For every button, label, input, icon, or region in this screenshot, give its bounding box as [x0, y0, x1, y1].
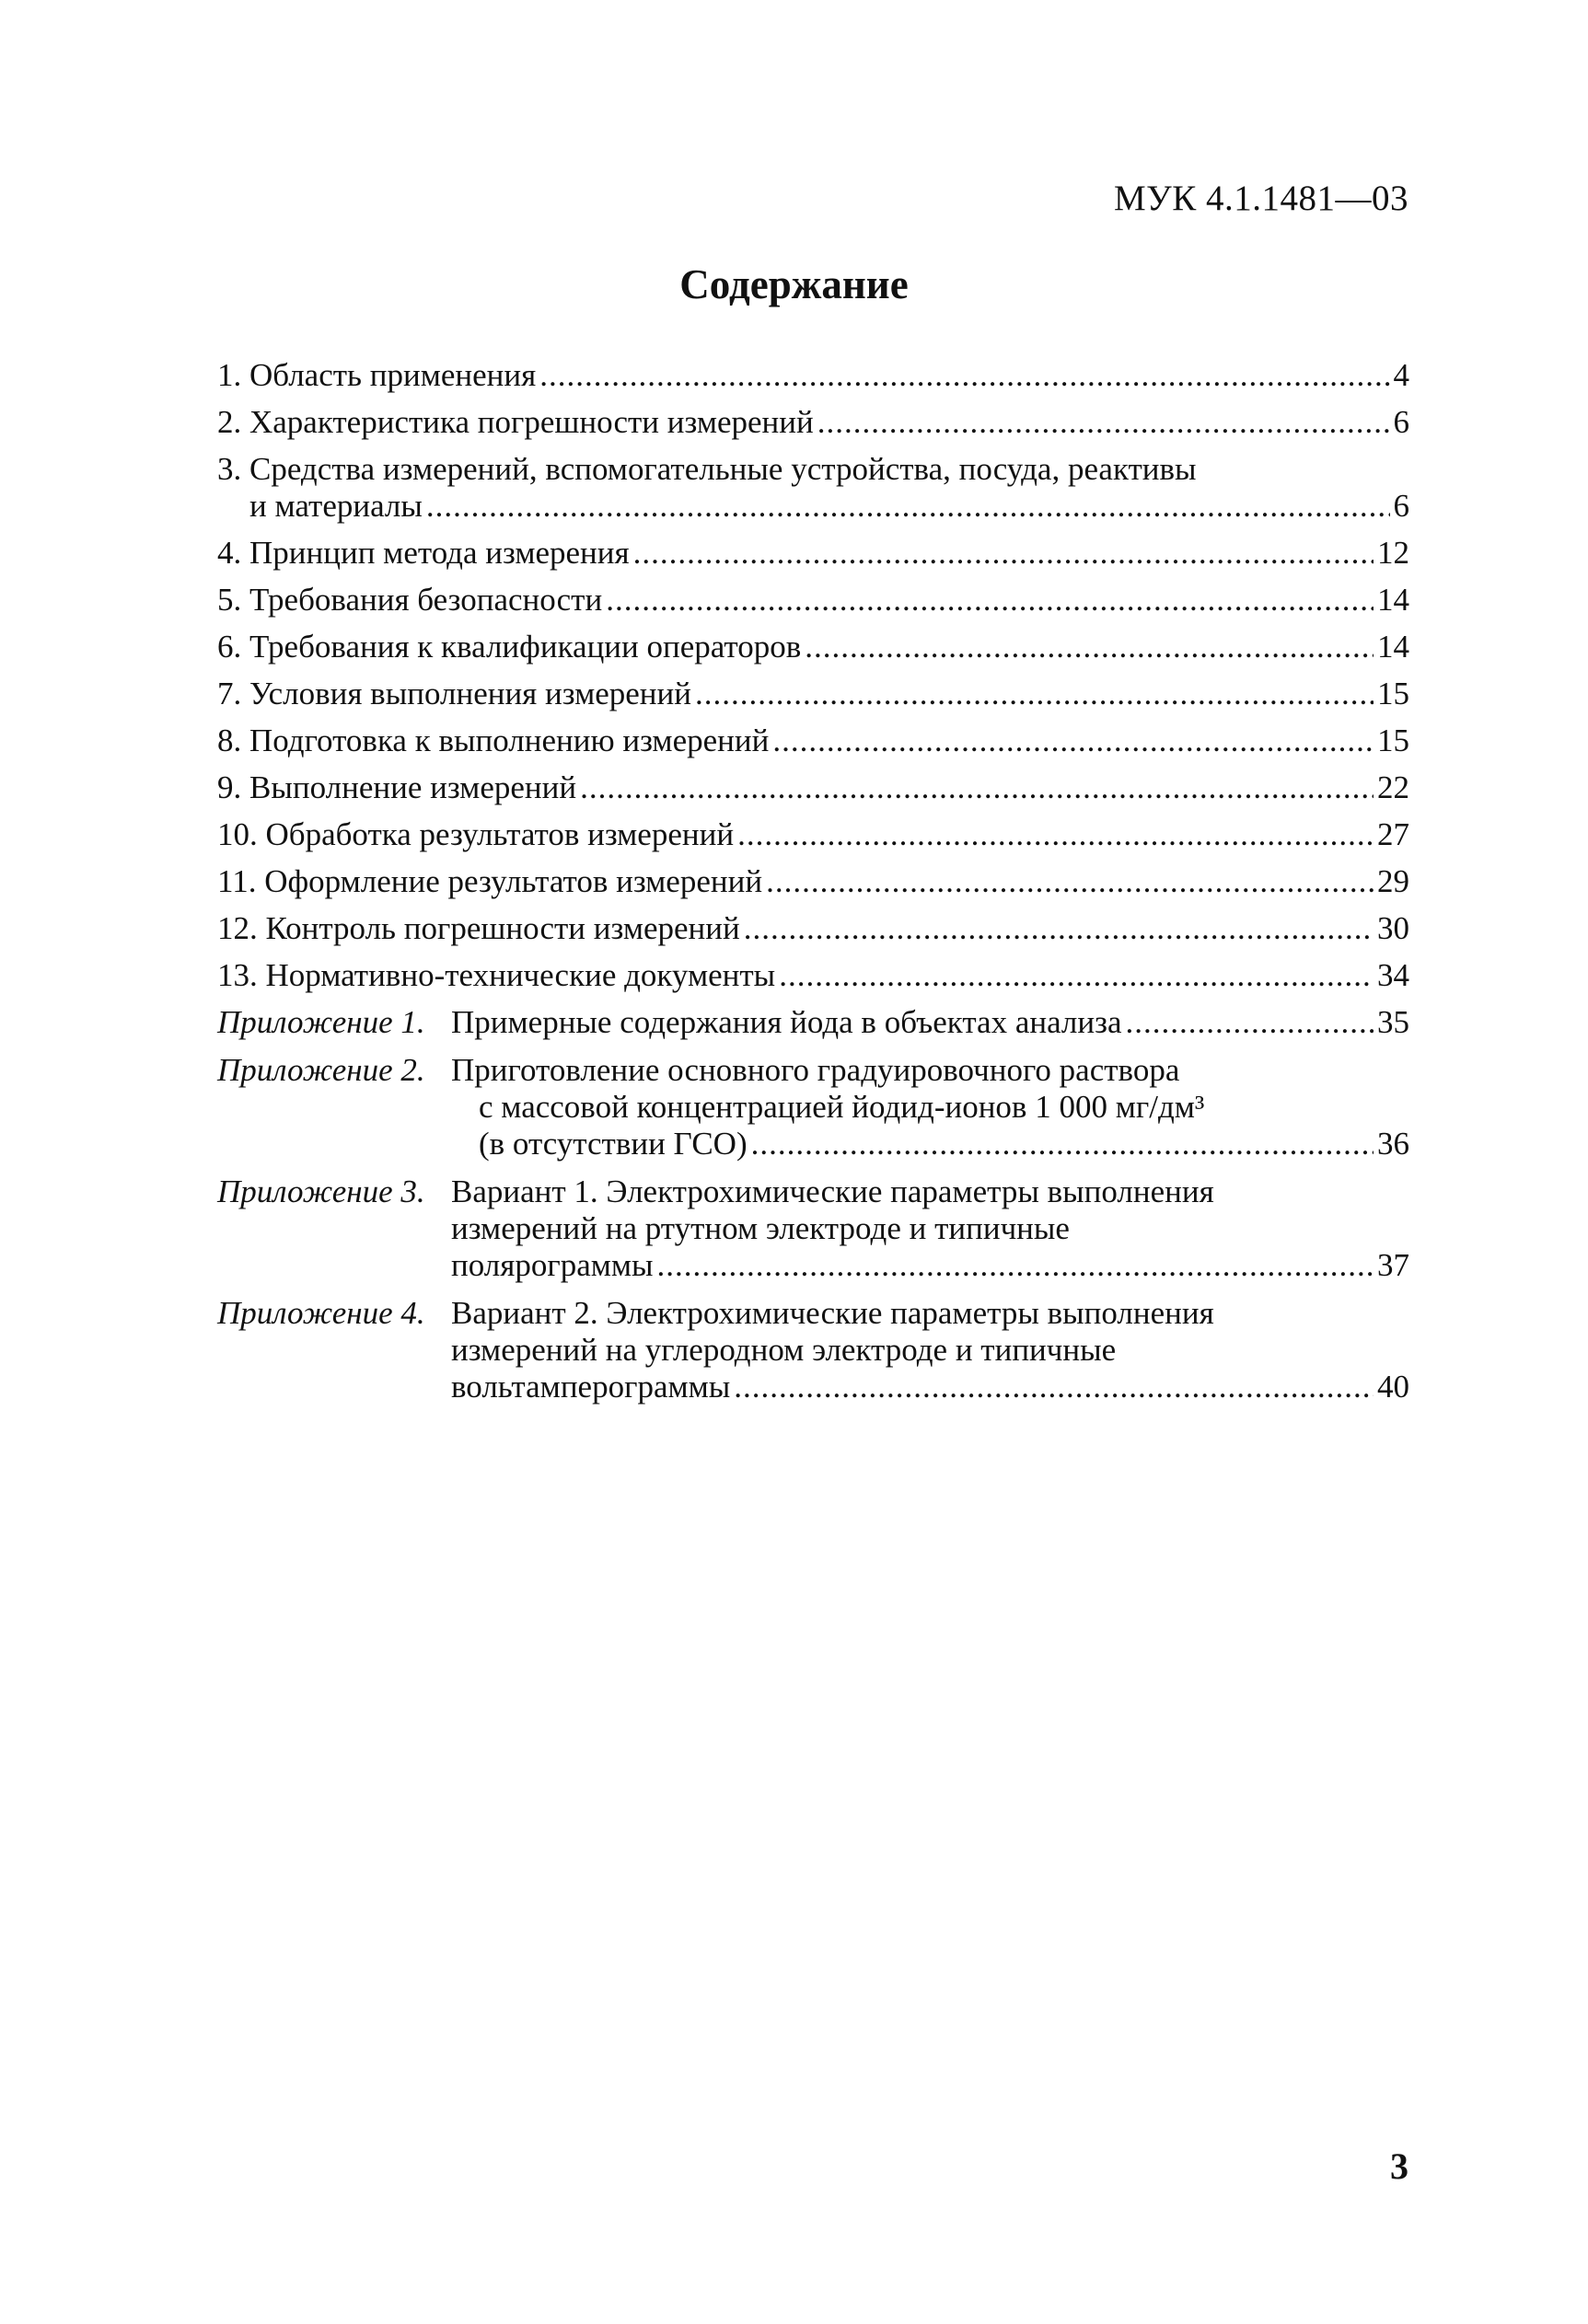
- toc-entry-title-line: Вариант 2. Электрохимические параметры выполнения: [451, 1295, 1214, 1331]
- toc-entry-12[interactable]: [217, 910, 1409, 947]
- toc-entry-title: Примерные содержания йода в объектах анализа: [451, 1004, 1122, 1040]
- dot-leader: [426, 488, 1390, 525]
- toc-entry-title: Область применения: [249, 357, 537, 393]
- dot-leader: [657, 1247, 1374, 1284]
- dot-leader: [751, 1126, 1374, 1162]
- toc-entry-title: Обработка результатов измерений: [265, 816, 735, 852]
- dot-leader: [633, 535, 1374, 572]
- appendix-label: Приложение 2.: [217, 1052, 425, 1088]
- toc-entry-number: 1.: [217, 357, 249, 393]
- table-of-contents: [217, 357, 1409, 1405]
- toc-appendix-1[interactable]: [217, 1004, 1409, 1041]
- toc-entry-page: 12: [1377, 535, 1409, 571]
- toc-entry-title: Подготовка к выполнению измерений: [249, 723, 770, 758]
- toc-entry-page: 15: [1377, 676, 1409, 711]
- toc-entry-number: 7.: [217, 676, 249, 711]
- toc-entry-title: Требования к квалификации операторов: [249, 629, 802, 665]
- toc-entry-title: (в отсутствии ГСО): [479, 1126, 748, 1162]
- toc-entry-page: 6: [1393, 404, 1409, 440]
- toc-entry-3[interactable]: [217, 451, 1409, 525]
- toc-entry-title: Выполнение измерений: [249, 769, 577, 805]
- toc-entry-number: 2.: [217, 404, 249, 440]
- dot-leader: [779, 957, 1374, 994]
- toc-entry-page: 15: [1377, 723, 1409, 758]
- toc-entry-page: 22: [1377, 769, 1409, 805]
- toc-entry-page: 27: [1377, 816, 1409, 852]
- toc-entry-4[interactable]: [217, 535, 1409, 572]
- toc-entry-page: 14: [1377, 629, 1409, 665]
- dot-leader: [817, 404, 1390, 441]
- dot-leader: [539, 357, 1389, 394]
- toc-entry-8[interactable]: [217, 723, 1409, 759]
- toc-entry-title: и материалы: [249, 488, 423, 524]
- toc-entry-title: Принцип метода измерения: [249, 535, 630, 571]
- toc-entry-title: полярограммы: [451, 1247, 654, 1283]
- toc-entry-title-line: Средства измерений, вспомогательные устройства, посуда, реактивы: [249, 451, 1197, 487]
- dot-leader: [695, 676, 1374, 712]
- toc-entry-13[interactable]: [217, 957, 1409, 994]
- toc-entry-number: 6.: [217, 629, 249, 665]
- toc-entry-number: 3.: [217, 451, 249, 487]
- toc-entry-page: 14: [1377, 582, 1409, 618]
- toc-entry-title: Характеристика погрешности измерений: [249, 404, 814, 440]
- appendix-label: Приложение 4.: [217, 1295, 425, 1331]
- toc-entry-title-line: измерений на ртутном электроде и типичные: [451, 1210, 1070, 1246]
- dot-leader: [744, 910, 1374, 947]
- toc-entry-2[interactable]: [217, 404, 1409, 441]
- toc-entry-number: 5.: [217, 582, 249, 618]
- toc-entry-title-line: Вариант 1. Электрохимические параметры выполнения: [451, 1174, 1214, 1209]
- toc-entry-title-line: измерений на углеродном электроде и типичные: [451, 1332, 1117, 1368]
- toc-entry-9[interactable]: [217, 769, 1409, 806]
- dot-leader: [766, 863, 1374, 900]
- dot-leader: [737, 816, 1374, 853]
- toc-entry-number: 10.: [217, 816, 266, 852]
- toc-entry-7[interactable]: [217, 676, 1409, 712]
- toc-entry-title: Условия выполнения измерений: [249, 676, 692, 711]
- toc-entry-number: 8.: [217, 723, 249, 758]
- toc-entry-title: Контроль погрешности измерений: [265, 910, 740, 946]
- dot-leader: [772, 723, 1374, 759]
- toc-entry-title: Требования безопасности: [249, 582, 603, 618]
- toc-appendix-2[interactable]: [217, 1052, 1409, 1162]
- toc-entry-5[interactable]: [217, 582, 1409, 619]
- toc-title: Содержание: [679, 261, 909, 307]
- toc-entry-page: 37: [1377, 1247, 1409, 1283]
- toc-entry-page: 35: [1377, 1004, 1409, 1040]
- toc-entry-title-line: Приготовление основного градуировочного раствора: [451, 1052, 1180, 1088]
- toc-entry-title: Нормативно-технические документы: [265, 957, 776, 993]
- toc-entry-page: 40: [1377, 1369, 1409, 1405]
- dot-leader: [805, 629, 1374, 665]
- toc-entry-title: вольтамперограммы: [451, 1369, 731, 1405]
- toc-entry-number: 12.: [217, 910, 266, 946]
- toc-entry-1[interactable]: [217, 357, 1409, 394]
- toc-entry-page: 34: [1377, 957, 1409, 993]
- toc-entry-10[interactable]: [217, 816, 1409, 853]
- toc-entry-title-line: с массовой концентрацией йодид-ионов 1 000 мг/дм³: [479, 1089, 1205, 1125]
- dot-leader: [606, 582, 1374, 619]
- toc-appendix-4[interactable]: [217, 1295, 1409, 1405]
- toc-entry-6[interactable]: [217, 629, 1409, 665]
- toc-entry-page: 4: [1393, 357, 1409, 393]
- dot-leader: [734, 1369, 1374, 1405]
- dot-leader: [1126, 1004, 1374, 1041]
- toc-appendix-3[interactable]: [217, 1174, 1409, 1284]
- toc-entry-11[interactable]: [217, 863, 1409, 900]
- appendix-label: Приложение 3.: [217, 1174, 425, 1209]
- toc-entry-page: 29: [1377, 863, 1409, 899]
- page-number: 3: [1390, 2145, 1408, 2187]
- toc-entry-page: 30: [1377, 910, 1409, 946]
- toc-entry-number: 11.: [217, 863, 265, 899]
- toc-entry-page: 6: [1393, 488, 1409, 524]
- appendix-label: Приложение 1.: [217, 1004, 425, 1040]
- toc-entry-number: 9.: [217, 769, 249, 805]
- dot-leader: [580, 769, 1374, 806]
- toc-entry-title: Оформление результатов измерений: [264, 863, 763, 899]
- toc-entry-number: 13.: [217, 957, 266, 993]
- document-code: МУК 4.1.1481—03: [1113, 179, 1408, 218]
- toc-entry-number: 4.: [217, 535, 249, 571]
- toc-entry-page: 36: [1377, 1126, 1409, 1162]
